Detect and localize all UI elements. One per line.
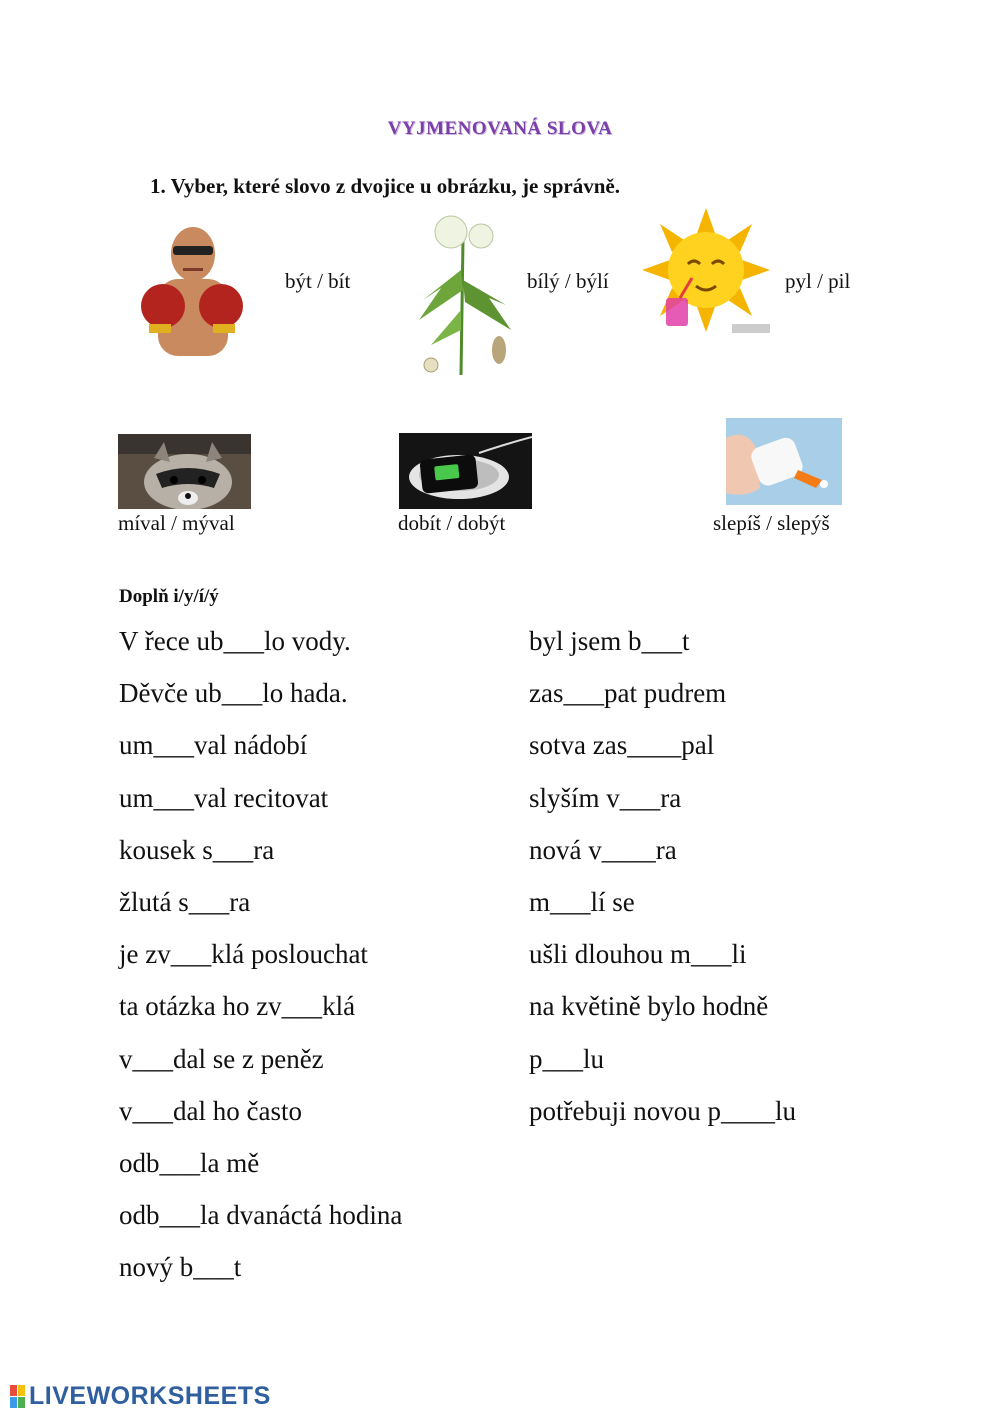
exercise-item[interactable]: um___val recitovat	[119, 782, 329, 813]
boxer-icon	[133, 224, 248, 356]
right-exercise-column	[529, 615, 796, 1137]
footer-brand-text: LIVEWORKSHEETS	[29, 1382, 271, 1410]
exercise-item[interactable]: um___val nádobí	[119, 730, 308, 761]
exercise-item[interactable]: zas___pat pudrem	[529, 678, 727, 709]
phone-charger-icon	[399, 433, 532, 509]
exercise-item[interactable]: m___lí se	[529, 886, 635, 917]
pair-label-5: dobít / dobýt	[398, 511, 506, 535]
plant-icon	[411, 210, 516, 375]
exercise-item[interactable]: v___dal se z peněz	[119, 1043, 324, 1074]
exercise-item[interactable]: v___dal ho často	[119, 1095, 302, 1126]
glue-icon	[726, 418, 842, 505]
exercise-item[interactable]: odb___la mě	[119, 1147, 260, 1178]
pair-label-2: bílý / býlí	[527, 269, 609, 293]
logo-mark-icon	[10, 1385, 25, 1408]
exercise-item[interactable]: je zv___klá poslouchat	[119, 939, 368, 970]
worksheet-title: VYJMENOVANÁ SLOVA	[387, 118, 613, 139]
exercise-item[interactable]: p___lu	[529, 1043, 605, 1074]
pair-label-3: pyl / pil	[785, 269, 851, 293]
exercise-item[interactable]: ta otázka ho zv___klá	[119, 991, 356, 1022]
exercise-item[interactable]: nová v____ra	[529, 834, 677, 865]
exercise-item[interactable]: nový b___t	[119, 1252, 242, 1283]
exercise-item[interactable]: ušli dlouhou m___li	[529, 939, 747, 970]
exercise-item[interactable]: slyším v___ra	[529, 782, 682, 813]
exercise-item[interactable]: byl jsem b___t	[529, 626, 690, 656]
exercise-item[interactable]: odb___la dvanáctá hodina	[119, 1200, 403, 1231]
pair-label-4: míval / mýval	[118, 511, 235, 535]
pair-label-1: být / bít	[285, 269, 351, 293]
exercise-item[interactable]: žlutá s___ra	[119, 886, 251, 917]
exercise-item[interactable]: kousek s___ra	[119, 834, 275, 865]
exercise-item: na květině bylo hodně	[529, 991, 769, 1022]
fill-heading: Doplň i/y/í/ý	[119, 586, 219, 607]
task-1-instruction: 1. Vyber, které slovo z dvojice u obrázku, je správně.	[150, 174, 620, 198]
liveworksheets-logo[interactable]	[10, 1382, 271, 1411]
sun-icon	[640, 206, 772, 334]
pair-label-6: slepíš / slepýš	[713, 511, 830, 535]
left-exercise-column	[119, 615, 402, 1293]
exercise-item[interactable]: Děvče ub___lo hada.	[119, 678, 348, 709]
exercise-item[interactable]: potřebuji novou p____lu	[529, 1095, 796, 1126]
exercise-item[interactable]: V řece ub___lo vody.	[119, 626, 351, 656]
exercise-item[interactable]: sotva zas____pal	[529, 730, 715, 761]
raccoon-icon	[118, 434, 251, 509]
